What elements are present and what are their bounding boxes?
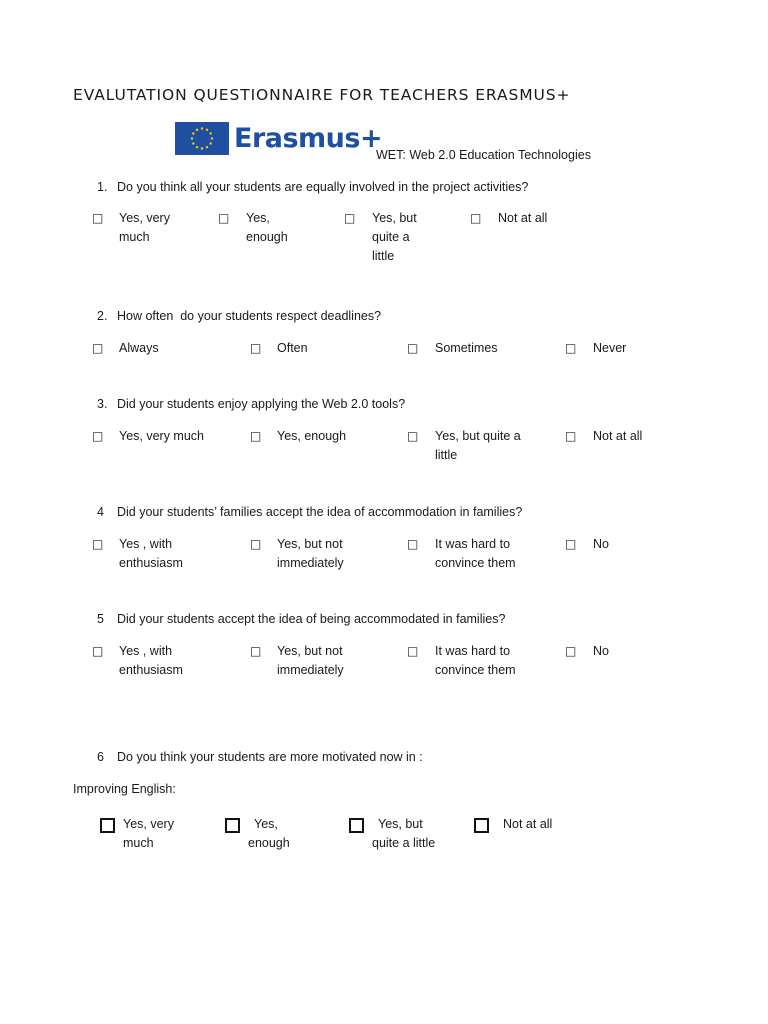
flag-star <box>192 142 194 144</box>
option-label: Yes, but quite a little <box>435 429 521 462</box>
option-label: Yes, very much <box>119 429 204 443</box>
question-number: 5 <box>97 612 104 626</box>
question-text: Did your students’ families accept the idea of accommodation in families? <box>117 505 523 519</box>
option-label: Yes , with enthusiasm <box>119 537 183 570</box>
flag-star <box>206 129 208 131</box>
option-label: Yes, enough <box>277 429 347 443</box>
checkbox[interactable]: □ <box>407 341 419 355</box>
question-2 <box>97 309 381 323</box>
checkbox[interactable]: □ <box>250 537 262 551</box>
checkbox[interactable]: □ <box>565 341 577 355</box>
option-label: Yes , with enthusiasm <box>119 644 183 677</box>
question-5 <box>97 612 505 626</box>
option-label: Sometimes <box>435 341 498 355</box>
question-3 <box>97 397 405 411</box>
checkbox[interactable]: □ <box>92 644 104 658</box>
checkbox[interactable]: □ <box>250 644 262 658</box>
option-label: It was hard to convince them <box>435 644 516 677</box>
checkbox[interactable]: □ <box>407 644 419 658</box>
option-label: No <box>593 644 609 658</box>
question-1 <box>97 180 528 194</box>
checkbox[interactable]: □ <box>344 211 356 225</box>
erasmus-wordmark: Erasmus+ <box>234 123 383 154</box>
question-number: 1. <box>97 180 108 194</box>
checkbox[interactable]: □ <box>565 429 577 443</box>
option-label: Yes, very much <box>123 817 174 850</box>
eu-flag-icon <box>175 122 229 155</box>
option-label: Yes, enough <box>246 211 288 244</box>
question-text: Do you think all your students are equally involved in the project activities? <box>117 180 529 194</box>
question-text: Do you think your students are more motivated now in : <box>117 750 423 764</box>
section-label: Improving English: <box>73 782 176 796</box>
checkbox[interactable]: □ <box>407 537 419 551</box>
question-text: Did your students enjoy applying the Web 2.0 tools? <box>117 397 406 411</box>
question-text: How often do your students respect deadlines? <box>117 309 382 323</box>
checkbox[interactable]: □ <box>470 211 482 225</box>
flag-star <box>206 146 208 148</box>
checkbox[interactable]: □ <box>92 429 104 443</box>
question-text: Did your students accept the idea of being accommodated in families? <box>117 612 506 626</box>
question-4 <box>97 505 522 519</box>
option-label: Yes, very much <box>119 211 170 244</box>
checkbox[interactable]: □ <box>565 644 577 658</box>
erasmus-logo <box>175 122 382 155</box>
option-label: Yes, enough <box>248 817 290 850</box>
option-label: Never <box>593 341 627 355</box>
project-name: WET: Web 2.0 Education Technologies <box>376 148 591 162</box>
checkbox[interactable] <box>100 818 115 833</box>
checkbox[interactable]: □ <box>218 211 230 225</box>
question-number: 3. <box>97 397 108 411</box>
option-label: Yes, but quite a little <box>372 817 436 850</box>
question-number: 6 <box>97 750 104 764</box>
checkbox[interactable] <box>225 818 240 833</box>
option-label: Not at all <box>498 211 548 225</box>
checkbox[interactable]: □ <box>92 341 104 355</box>
flag-star <box>196 146 198 148</box>
option-label: Always <box>119 341 159 355</box>
checkbox[interactable]: □ <box>92 537 104 551</box>
option-label: No <box>593 537 609 551</box>
checkbox[interactable]: □ <box>250 429 262 443</box>
document-title: EVALUTATION QUESTIONNAIRE FOR TEACHERS ERASMUS+ <box>73 86 571 104</box>
option-label: Yes, but not immediately <box>277 537 344 570</box>
option-label: Not at all <box>503 817 553 831</box>
flag-star <box>196 129 198 131</box>
flag-star <box>209 142 211 144</box>
checkbox[interactable]: □ <box>250 341 262 355</box>
option-label: Not at all <box>593 429 643 443</box>
question-number: 2. <box>97 309 108 323</box>
checkbox[interactable]: □ <box>92 211 104 225</box>
flag-star <box>209 132 211 134</box>
option-label: Often <box>277 341 308 355</box>
flag-star <box>201 147 203 149</box>
flag-star <box>211 137 213 139</box>
option-label: Yes, but not immediately <box>277 644 344 677</box>
option-label: It was hard to convince them <box>435 537 516 570</box>
checkbox[interactable]: □ <box>407 429 419 443</box>
option-label: Yes, but quite a little <box>372 211 417 263</box>
checkbox[interactable] <box>474 818 489 833</box>
question-6 <box>97 750 423 764</box>
checkbox[interactable]: □ <box>565 537 577 551</box>
flag-star <box>201 127 203 129</box>
flag-star <box>192 132 194 134</box>
question-number: 4 <box>97 505 104 519</box>
checkbox[interactable] <box>349 818 364 833</box>
flag-star <box>191 137 193 139</box>
